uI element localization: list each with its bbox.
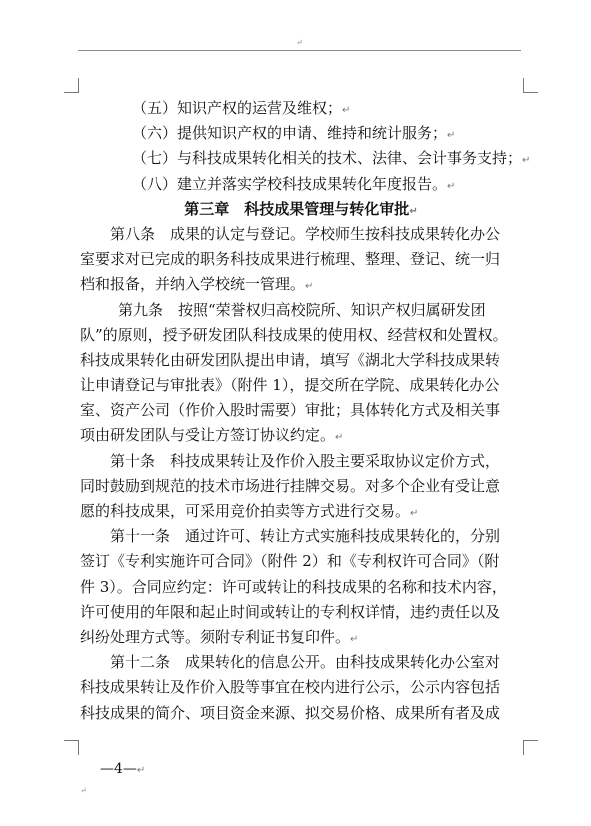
crop-mark-top-right: [523, 78, 538, 93]
list-item: [80, 121, 522, 146]
text-line: 件 3）。合同应约定：许可或转让的科技成果的名称和技术内容，: [80, 577, 507, 596]
text-line: 第十二条 成果转化的信息公开。由科技成果转化办公室对: [110, 653, 501, 672]
text-line-content: 档和报备，并纳入学校统一管理。: [80, 275, 306, 294]
article-10: [80, 449, 522, 525]
paragraph-mark: ↵: [335, 432, 344, 444]
page-number: —4—: [100, 761, 137, 777]
text-line: 室要求对已完成的职务科技成果进行梳理、整理、登记、统一归: [80, 250, 501, 269]
paragraph-mark: ↵: [447, 130, 456, 142]
text-line: 第十条 科技成果转让及作价入股主要采取协议定价方式，: [110, 451, 501, 470]
paragraph-mark: ↵: [136, 765, 146, 776]
crop-mark-top-left: [64, 78, 79, 93]
paragraph-mark: ↵: [342, 105, 351, 116]
list-item: [80, 172, 522, 197]
list-item: [80, 146, 531, 171]
header-rule: [78, 50, 521, 51]
page-footer: [100, 760, 145, 780]
chapter-title-text: 第三章 科技成果管理与转化审批: [184, 199, 410, 218]
text-line-content: 纠纷处理方式等。须附专利证书复印件。: [80, 627, 351, 646]
article-11: [80, 524, 522, 650]
text-line: [80, 625, 522, 650]
paragraph-mark: ↵: [447, 180, 456, 192]
text-line: [80, 423, 522, 448]
crop-mark-bottom-right: [523, 740, 538, 755]
text-line: [80, 272, 522, 297]
chapter-title: [80, 197, 522, 222]
text-line: 签订《专利实施许可合同》（附件 2）和《专利权许可合同》（附: [80, 552, 500, 571]
text-line: 科技成果转化由研发团队提出申请，填写《湖北大学科技成果转: [80, 350, 501, 369]
text-line-content: 愿的科技成果，可采用竞价拍卖等方式进行交易。: [80, 502, 411, 520]
crop-mark-bottom-left: [64, 740, 79, 755]
list-item: [80, 96, 522, 121]
article-8: [80, 222, 522, 298]
text-line: 同时鼓励到规范的技术市场进行挂牌交易。对多个企业有受让意: [80, 476, 501, 495]
paragraph-mark: ↵: [410, 508, 419, 519]
text-line: 让申请登记与审批表》（附件 1），提交所在学院、成果转化办公: [80, 376, 500, 395]
paragraph-mark: ↵: [522, 155, 531, 167]
text-line: 队”的原则，授予研发团队科技成果的使用权、经营权和处置权。: [80, 325, 508, 344]
text-line: 科技成果转让及作价入股等事宜在校内进行公示，公示内容包括: [80, 678, 501, 697]
list-item-text: （七）与科技成果转化相关的技术、法律、会计事务支持；: [132, 149, 523, 168]
list-item-text: （六）提供知识产权的申请、维持和统计服务；: [132, 124, 448, 143]
paragraph-mark: ↵: [305, 281, 314, 293]
text-line: 科技成果的简介、项目资金来源、拟交易价格、成果所有者及成: [80, 703, 501, 722]
bottom-paragraph-mark: ↵: [80, 786, 87, 795]
text-line-content: 项由研发团队与受让方签订协议约定。: [80, 426, 336, 445]
text-line: 室、资产公司（作价入股时需要）审批；具体转化方式及相关事: [80, 401, 501, 420]
article-12: [80, 650, 522, 726]
list-item-text: （五）知识产权的运营及维权；: [132, 99, 343, 117]
text-line: 许可使用的年限和起止时间或转让的专利权详情，违约责任以及: [80, 602, 501, 621]
document-body: [80, 96, 531, 726]
paragraph-mark: ↵: [409, 205, 418, 217]
text-line: 第八条 成果的认定与登记。学校师生按科技成果转化办公: [110, 224, 501, 243]
text-line: 第十一条 通过许可、转让方式实施科技成果转化的，分别: [110, 527, 501, 546]
text-line: 第九条 按照“荣誉权归高校院所、知识产权归属研发团: [118, 300, 486, 319]
article-9: [80, 298, 522, 449]
header-paragraph-mark: ↵: [296, 38, 303, 47]
paragraph-mark: ↵: [350, 633, 359, 645]
text-line: [80, 499, 522, 524]
list-item-text: （八）建立并落实学校科技成果转化年度报告。: [132, 174, 448, 193]
